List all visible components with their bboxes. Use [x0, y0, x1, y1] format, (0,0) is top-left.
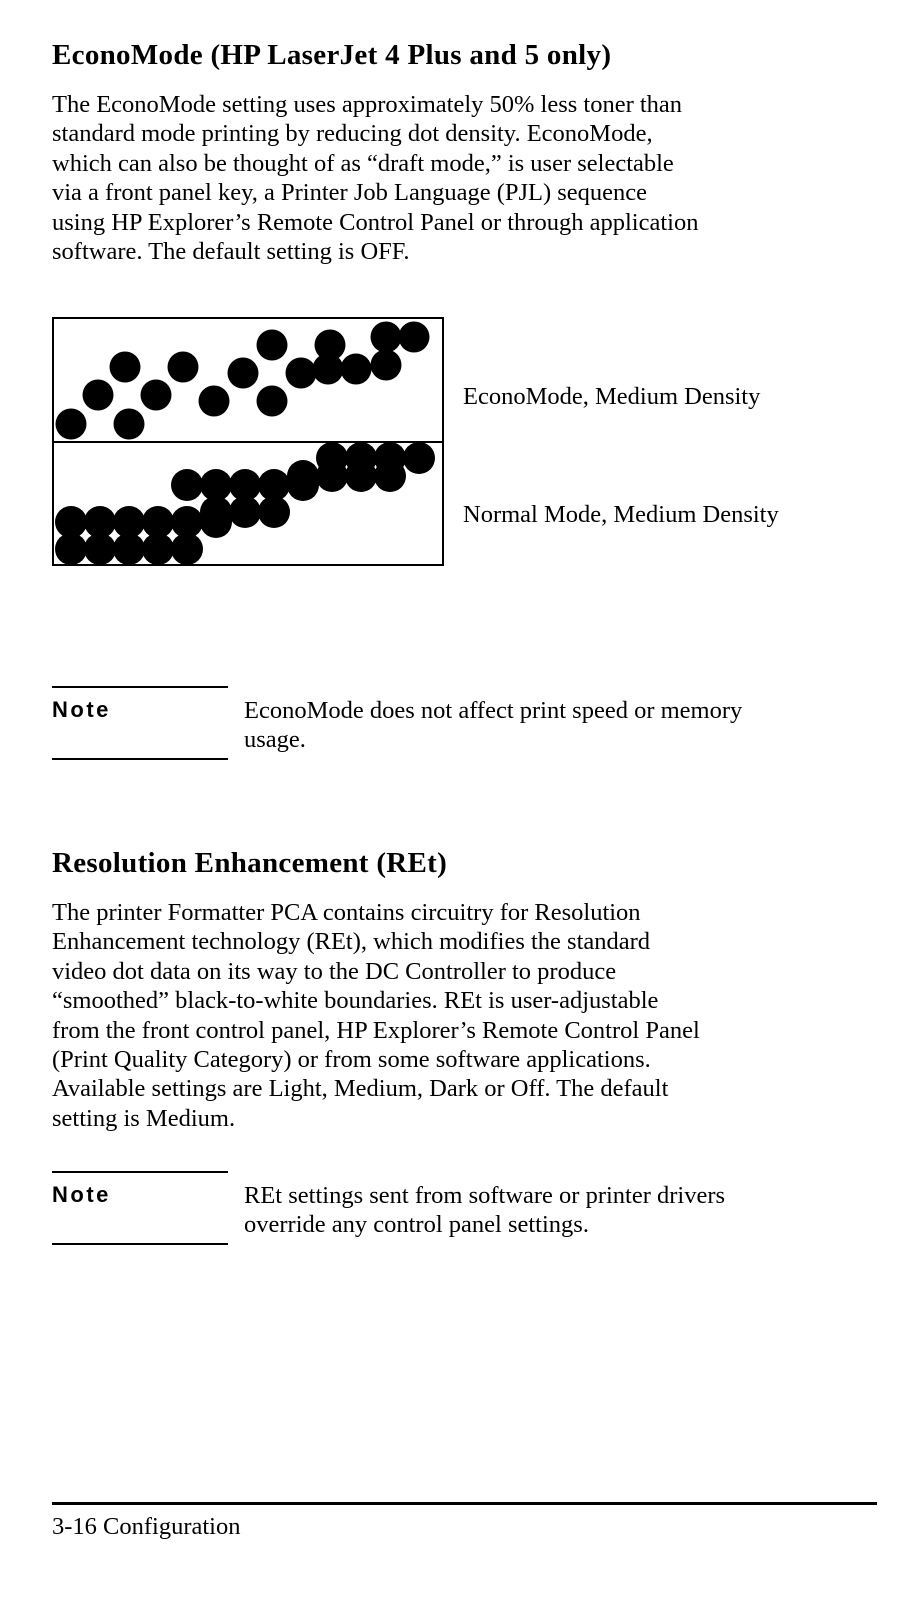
- normal-mode-dot: [258, 469, 290, 501]
- normal-mode-dot: [345, 442, 377, 474]
- normal-mode-dot: [113, 506, 145, 538]
- normal-mode-dot: [84, 506, 116, 538]
- caption-normal-mode: Normal Mode, Medium Density: [463, 501, 779, 528]
- paragraph-line: The printer Formatter PCA contains circuitry for Resolution: [52, 899, 641, 926]
- econo-mode-dot: [371, 350, 402, 381]
- ret-paragraph: [52, 898, 700, 1133]
- econo-mode-dot: [141, 380, 172, 411]
- econo-mode-dot: [228, 358, 259, 389]
- econo-mode-dot: [341, 354, 372, 385]
- note-label: Note: [52, 1182, 111, 1207]
- econo-mode-dot: [83, 380, 114, 411]
- econo-mode-dot: [257, 386, 288, 417]
- econo-mode-dot: [399, 322, 430, 353]
- econo-mode-dot: [110, 352, 141, 383]
- paragraph-line: Available settings are Light, Medium, Dark or Off. The default: [52, 1075, 669, 1103]
- econo-mode-dot: [257, 330, 288, 361]
- paragraph-line: “smoothed” black-to-white boundaries. REt is user-adjustable: [52, 987, 659, 1015]
- econo-mode-dot: [313, 354, 344, 385]
- econo-mode-dot: [168, 352, 199, 383]
- paragraph-line: Enhancement technology (REt), which modifies the standard: [52, 928, 651, 956]
- footer-rule: [52, 1502, 877, 1505]
- note-text-line: EconoMode does not affect print speed or memory: [244, 697, 743, 724]
- caption-econo-mode: EconoMode, Medium Density: [463, 383, 761, 410]
- paragraph-line: using HP Explorer’s Remote Control Panel or through application: [52, 208, 699, 236]
- paragraph-line: (Print Quality Category) or from some software applications.: [52, 1046, 651, 1074]
- econo-mode-dot: [199, 386, 230, 417]
- paragraph-line: which can also be thought of as “draft mode,” is user selectable: [52, 149, 674, 177]
- normal-mode-dot: [403, 442, 435, 474]
- ret-heading: Resolution Enhancement (REt): [52, 847, 448, 879]
- dot-density-figure: [52, 317, 444, 566]
- page-footer: 3-16 Configuration: [52, 1513, 241, 1540]
- note-text-line: REt settings sent from software or printer drivers: [244, 1182, 726, 1209]
- econo-mode-dot: [286, 358, 317, 389]
- note-top-rule: [52, 686, 228, 688]
- note-bottom-rule: [52, 758, 228, 760]
- econo-mode-paragraph: [52, 90, 698, 266]
- normal-mode-dot: [374, 442, 406, 474]
- normal-mode-dot: [200, 469, 232, 501]
- normal-mode-dot: [171, 506, 203, 538]
- econo-mode-dot: [371, 322, 402, 353]
- normal-mode-dot: [171, 469, 203, 501]
- figure-divider: [54, 441, 442, 443]
- paragraph-line: from the front control panel, HP Explorer’s Remote Control Panel: [52, 1016, 700, 1044]
- normal-mode-dot: [55, 506, 87, 538]
- paragraph-line: standard mode printing by reducing dot density. EconoMode,: [52, 120, 653, 148]
- paragraph-line: setting is Medium.: [52, 1104, 236, 1132]
- note-text-line: override any control panel settings.: [244, 1211, 589, 1239]
- paragraph-line: video dot data on its way to the DC Controller to produce: [52, 957, 617, 985]
- paragraph-line: The EconoMode setting uses approximately 50% less toner than: [52, 91, 683, 118]
- normal-mode-dot: [229, 469, 261, 501]
- econo-mode-heading: EconoMode (HP LaserJet 4 Plus and 5 only): [52, 39, 612, 71]
- note-text: [244, 696, 742, 755]
- note-bottom-rule: [52, 1243, 228, 1245]
- normal-mode-dot: [287, 460, 319, 492]
- note-text-line: usage.: [244, 726, 306, 754]
- paragraph-line: via a front panel key, a Printer Job Language (PJL) sequence: [52, 179, 648, 207]
- econo-mode-dot: [56, 409, 87, 440]
- note-label: Note: [52, 697, 111, 722]
- note-text: [244, 1181, 725, 1240]
- note-top-rule: [52, 1171, 228, 1173]
- normal-mode-dot: [316, 442, 348, 474]
- paragraph-line: software. The default setting is OFF.: [52, 238, 410, 266]
- econo-mode-dot: [114, 409, 145, 440]
- normal-mode-dot: [142, 506, 174, 538]
